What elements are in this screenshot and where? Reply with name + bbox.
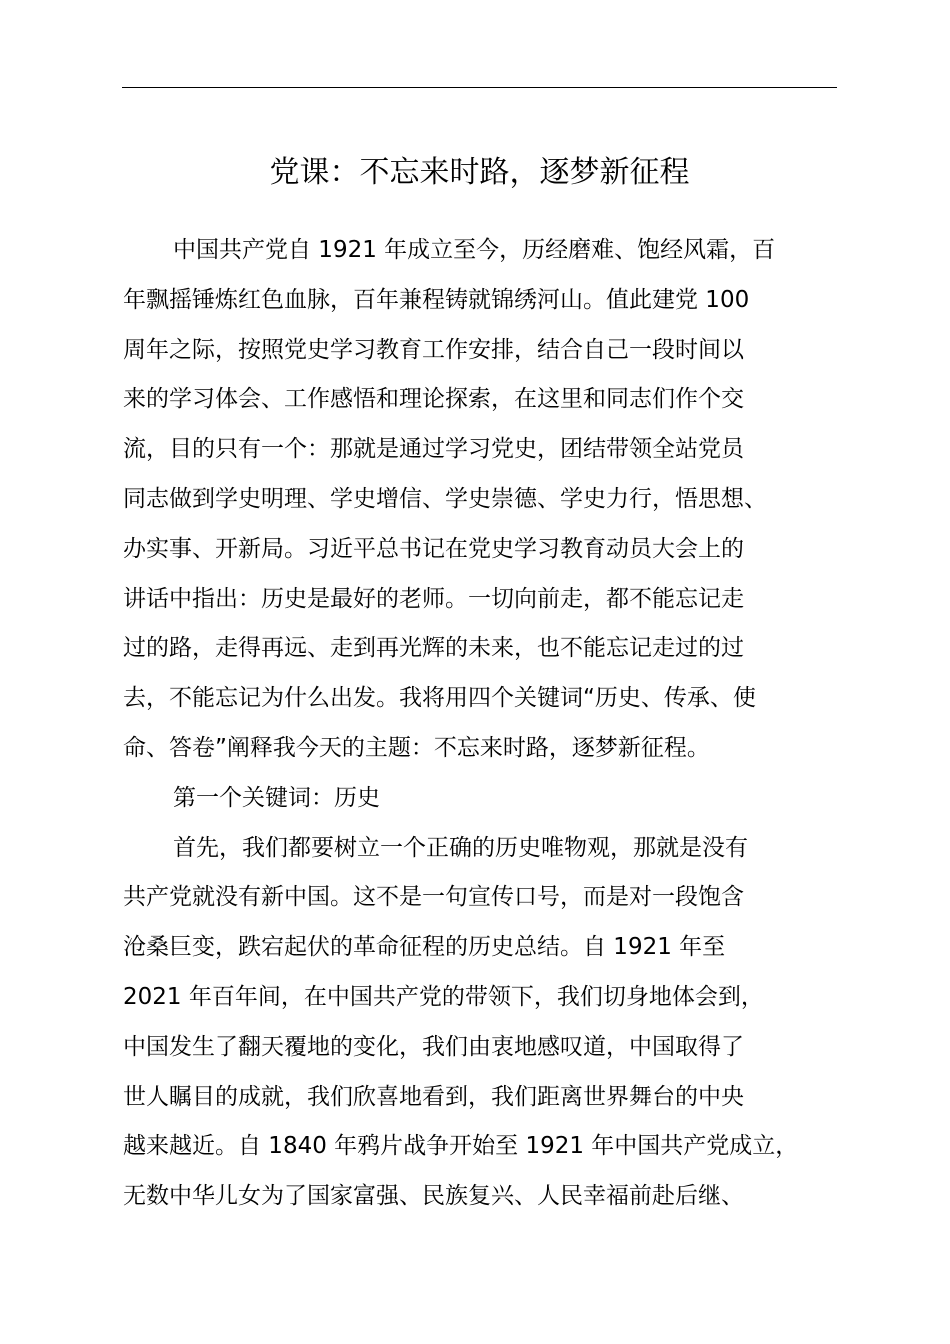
text-line: 办实事、开新局。习近平总书记在党史学习教育动员大会上的: [123, 535, 744, 562]
text-line: 世人瞩目的成就，我们欣喜地看到，我们距离世界舞台的中央: [123, 1083, 744, 1110]
text-line: 流，目的只有一个：那就是通过学习党史，团结带领全站党员: [123, 436, 744, 463]
text-line: 越来越近。自 1840 年鸦片战争开始至 1921 年中国共产党成立，: [123, 1133, 799, 1160]
body-text: [123, 226, 865, 1222]
text-line: 过的路，走得再远、走到再光辉的未来，也不能忘记走过的过: [123, 635, 744, 662]
text-line: 年飘摇锤炼红色血脉，百年兼程铸就锦绣河山。值此建党 100: [123, 286, 750, 313]
text-line: 中国共产党自 1921 年成立至今，历经磨难、饱经风霜，百: [173, 237, 776, 263]
text-line: 来的学习体会、工作感悟和理论探索，在这里和同志们作个交: [123, 386, 744, 413]
document-title: 党课：不忘来时路，逐梦新征程: [269, 155, 690, 190]
text-line: 第一个关键词：历史: [173, 784, 380, 811]
text-line: 共产党就没有新中国。这不是一句宣传口号，而是对一段饱含: [123, 884, 744, 911]
text-line: 命、答卷”阐释我今天的主题：不忘来时路，逐梦新征程。: [123, 734, 710, 761]
text-line: 沧桑巨变，跌宕起伏的革命征程的历史总结。自 1921 年至: [123, 934, 726, 961]
text-line: 周年之际，按照党史学习教育工作安排，结合自己一段时间以: [123, 336, 744, 363]
text-line: 讲话中指出：历史是最好的老师。一切向前走，都不能忘记走: [123, 585, 744, 612]
text-line: 中国发生了翻天覆地的变化，我们由衷地感叹道，中国取得了: [123, 1033, 744, 1060]
text-line: 去，不能忘记为什么出发。我将用四个关键词“历史、传承、使: [123, 685, 756, 712]
text-line: 2021 年百年间，在中国共产党的带领下，我们切身地体会到，: [123, 983, 764, 1010]
text-line: 同志做到学史明理、学史增信、学史崇德、学史力行，悟思想、: [123, 485, 767, 512]
header-rule: [122, 87, 837, 88]
text-line: 无数中华儿女为了国家富强、民族复兴、人民幸福前赴后继、: [123, 1183, 744, 1210]
text-line: 首先，我们都要树立一个正确的历史唯物观，那就是没有: [173, 834, 748, 861]
